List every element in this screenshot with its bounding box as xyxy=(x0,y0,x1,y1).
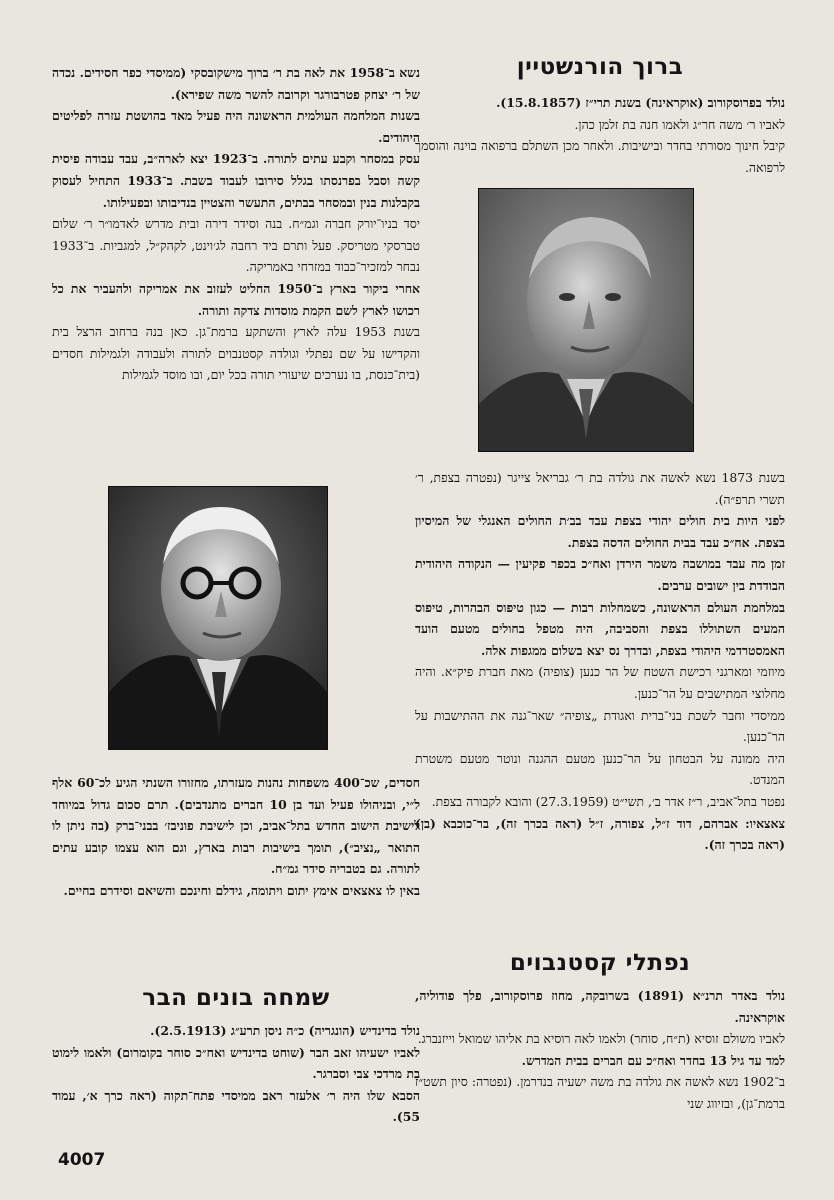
baruch-paragraph: במלחמת העולם הראשונה, כשמחלות רבות — כגון טיפוס הבהרות, טיפוס המעים השתוללו בצפת והסביבה, היה מטפל בחולים מטעם הועד האמסטרדמי היהודי בצפת, ובדרך נס יצא בשלום ממגפות אלה. xyxy=(415,599,785,658)
naftali-continued-bottom xyxy=(52,772,420,902)
naftali-paragraph: למד עד גיל 13 בחדר ואח״כ עם חברים בבית המדרש. xyxy=(521,1052,785,1068)
baruch-paragraph: ממיסדי וחבר לשכת בני־ברית ואגודת „צופיה״ שאר־גנה את ההתישבות על הר־כנען. xyxy=(415,707,785,745)
naftali-paragraph: ב־1902 נשא לאשה את גולדה בת משה ישעיה בנדרמן. (נפטרה: סיון תשט״ז ברמת־גן), ובזיווג שני xyxy=(415,1074,785,1111)
left-paragraph: באין לו צאצאים אימץ יתום ויתומה, גידלם וחינכם והשיאם וסידרם בחיים. xyxy=(63,882,420,898)
baruch-intro xyxy=(415,92,785,178)
simcha-body xyxy=(52,1020,420,1128)
heading-simcha: שמחה בונים הבר xyxy=(142,985,330,1011)
simcha-paragraph: לאביו ישעיהו זאב הבר (שוחט בדינדיש ואח״כ סוחר בקומרום) ולאמו לימוט בת מרדכי צבי וסברגר. xyxy=(52,1044,420,1082)
baruch-paragraph: נפטר בתל־אביב, ר״ז אדר ב׳, תשי״ט (27.3.1959) והובא לקבורה בצפת. xyxy=(431,793,785,809)
baruch-intro-line: לאביו ר׳ משה חר״ג ולאמו חנה בת זלמן כהן. xyxy=(574,116,785,132)
page-number: 4007 xyxy=(58,1150,106,1170)
left-paragraph: בשנת 1953 עלה לארץ והשתקע ברמת־גן. כאן בנה ברחוב הרצל בית והקדישו על שם נפתלי וגולדה קסטנבוים לתורה ולעבודה ולגמילות חסדים (בית־כנסת, בו נערכים שיעורי תורה בכל יום, ובו מוסד לגמילות xyxy=(52,324,420,383)
photo-naftali xyxy=(108,486,328,750)
left-paragraph: בשנות המלחמה העולמית הראשונה היה פעיל מאד בהושטת עזרה לפליטים היהודים. xyxy=(52,108,420,145)
heading-baruch: ברוך הורנשטיין xyxy=(516,54,684,80)
heading-naftali: נפתלי קסטנבוים xyxy=(509,950,691,976)
baruch-paragraph: מיוזמי ומארגני רכישת השטח של הר כנען (צופיה) מאת חברת פיק״א. והיה מחלוצי המתישבים על הר־כנען. xyxy=(415,664,785,701)
baruch-paragraph: היה ממונה על הבטחון על הר־כנען מטעם ההגנה ונוטר מטעם משטרת המנדט. xyxy=(415,750,785,788)
baruch-intro-line: נולד בפרוסקורוב (אוקראינה) בשנת תרי״ז (15.8.1857). xyxy=(496,95,785,110)
left-paragraph: עסק במסחר וקבע עתים לתורה. ב־1923 יצא לארה״ב, עבד עבודה פיסית קשה וסבל בפרנסתו בגלל סירובו לעבוד בשבת. ב־1933 התחיל לעסוק בקבלנות בנין ובמסחר בבתים, התעשר והצטיין בנדיבותו ובפעילותו. xyxy=(52,151,420,210)
simcha-paragraph: נולד בדינדיש (הונגריה) כ״ה ניסן תרע״ג (2.5.1913). xyxy=(150,1023,420,1038)
baruch-paragraph: לפני היות בית חולים יהודי בצפת עבד בב׳ת החולים האנגלי של המיסיון בצפת. אח״כ עבד בבית החולים הדסה בצפת. xyxy=(415,513,785,550)
baruch-body xyxy=(415,467,785,856)
baruch-paragraph: בשנת 1873 נשא לאשה את גולדה בת ר׳ גבריאל צייגר (נפטרה בצפת, ר׳ תשרי תרפ״ה). xyxy=(415,470,785,507)
naftali-continued-top xyxy=(52,62,420,386)
baruch-intro-line: קיבל חינוך מסורתי בחדר ובישיבות. ולאחר מכן השתלם ברפואה בוינה והוסמך לרפואה. xyxy=(415,138,785,175)
baruch-paragraph: זמן מה עבד במושבה משמר הירדן ואח״כ בכפר פקיעין — הנקודה היהודית הבודדת בין ישובים ערבים. xyxy=(415,556,785,593)
left-paragraph: אחרי ביקור בארץ ב־1950 החליט לעזוב את אמריקה ולהעביר את כל רכושו לארץ לשם הקמת מוסדות צדקה ותורה. xyxy=(52,280,421,318)
left-paragraph: יסד בניו־יורק חברה וגמ״ח. בנה וסידר דירה ובית מדרש לאדמו״ר ר׳ שלום טברסקי מטריסק. פעל ותרם ביד רחבה לג׳וינט, לקהק״ל, למגביות. ב־1933 נבחר למזכיר־כבוד במזרחי באמריקה. xyxy=(52,216,420,275)
baruch-paragraph: צאצאיו: אברהם, דוד ז״ל, צפורה, ז״ל (ראה בכרך זה), בר־כוכבא (בן) (ראה בכרך זה). xyxy=(415,815,785,853)
naftali-body xyxy=(415,985,785,1115)
naftali-paragraph: נולד באדר תרנ״א (1891) בשרובקה, מחוז פרוסקורוב, פלך פודוליה, אוקראינה. xyxy=(415,988,785,1025)
left-paragraph: נשא ב־1958 את לאה בת ר׳ ברוך מישקובסקי (ממיסדי כפר חסידים. נכדה של ר׳ יצחק פטרבורגר וקרובה להשר משה שפירא). xyxy=(52,65,420,102)
photo-baruch xyxy=(478,188,694,452)
left-paragraph: חסדים, שכ־400 משפחות נהנות מעזרתו, מחזורו השנתי הגיע לכ־60 אלף ל״י, ובניהולו פעיל ועד בן 10 חברים מתנדבים). תרם סכום גדול במיוחד לישיבת הישוב החדש בתל־אביב, וכן לישיבת פוניבז׳ בבני־ברק (בה ניתן לו התואר „נציב״), תומך בישיבות רבות בארץ, וגם הוא עצמו קובע עתים לתורה. גם בטבריה סידר גמ״ח. xyxy=(52,775,420,877)
simcha-paragraph: הסבא שלו היה ר׳ אלעזר ראב ממיסדי פתח־תקוה (ראה כרך א׳, עמוד 55). xyxy=(52,1087,420,1125)
naftali-paragraph: לאביו משולם זוסיא (ת״ח, סוחר) ולאמו לאה רוסיא בת אליהו שמואל וייזנברג. xyxy=(417,1031,785,1047)
